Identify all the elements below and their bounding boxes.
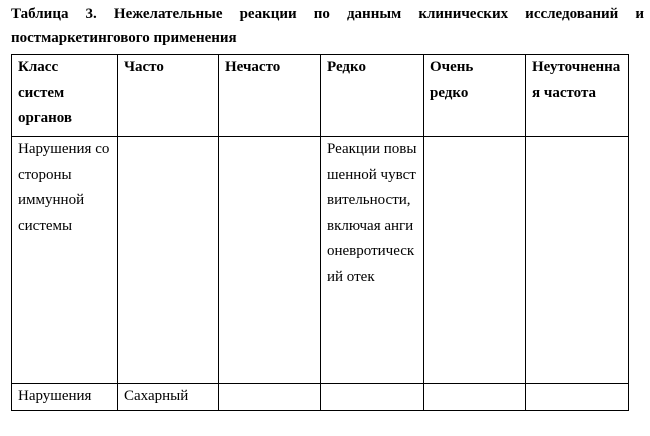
cell-organ-class: Нарушения со стороны иммунной системы xyxy=(12,137,118,384)
cell-unknown-frequency xyxy=(526,384,629,411)
cell-rare: Реакции повышенной чувствительности, включая ангионевротический отек xyxy=(321,137,424,384)
header-organ-class: Класс систем органов xyxy=(12,55,118,137)
cell-unknown-frequency xyxy=(526,137,629,384)
table-header-row xyxy=(12,55,629,137)
table-row xyxy=(12,137,629,384)
cell-uncommon xyxy=(219,384,321,411)
header-uncommon: Нечасто xyxy=(219,55,321,137)
caption-line-2: постмаркетингового применения xyxy=(11,30,237,46)
header-rare: Редко xyxy=(321,55,424,137)
caption-line-1: Таблица 3. Нежелательные реакции по данным клинических исследований и xyxy=(11,6,644,22)
cell-often xyxy=(118,137,219,384)
cell-very-rare xyxy=(424,384,526,411)
table-caption xyxy=(11,2,644,50)
cell-uncommon xyxy=(219,137,321,384)
header-very-rare: Очень редко xyxy=(424,55,526,137)
header-unknown-frequency: Неуточненная частота xyxy=(526,55,629,137)
header-often: Часто xyxy=(118,55,219,137)
cell-very-rare xyxy=(424,137,526,384)
cell-rare xyxy=(321,384,424,411)
table-row xyxy=(12,384,629,411)
cell-often: Сахарный xyxy=(118,384,219,411)
adverse-reactions-table xyxy=(11,54,629,411)
cell-organ-class: Нарушения xyxy=(12,384,118,411)
